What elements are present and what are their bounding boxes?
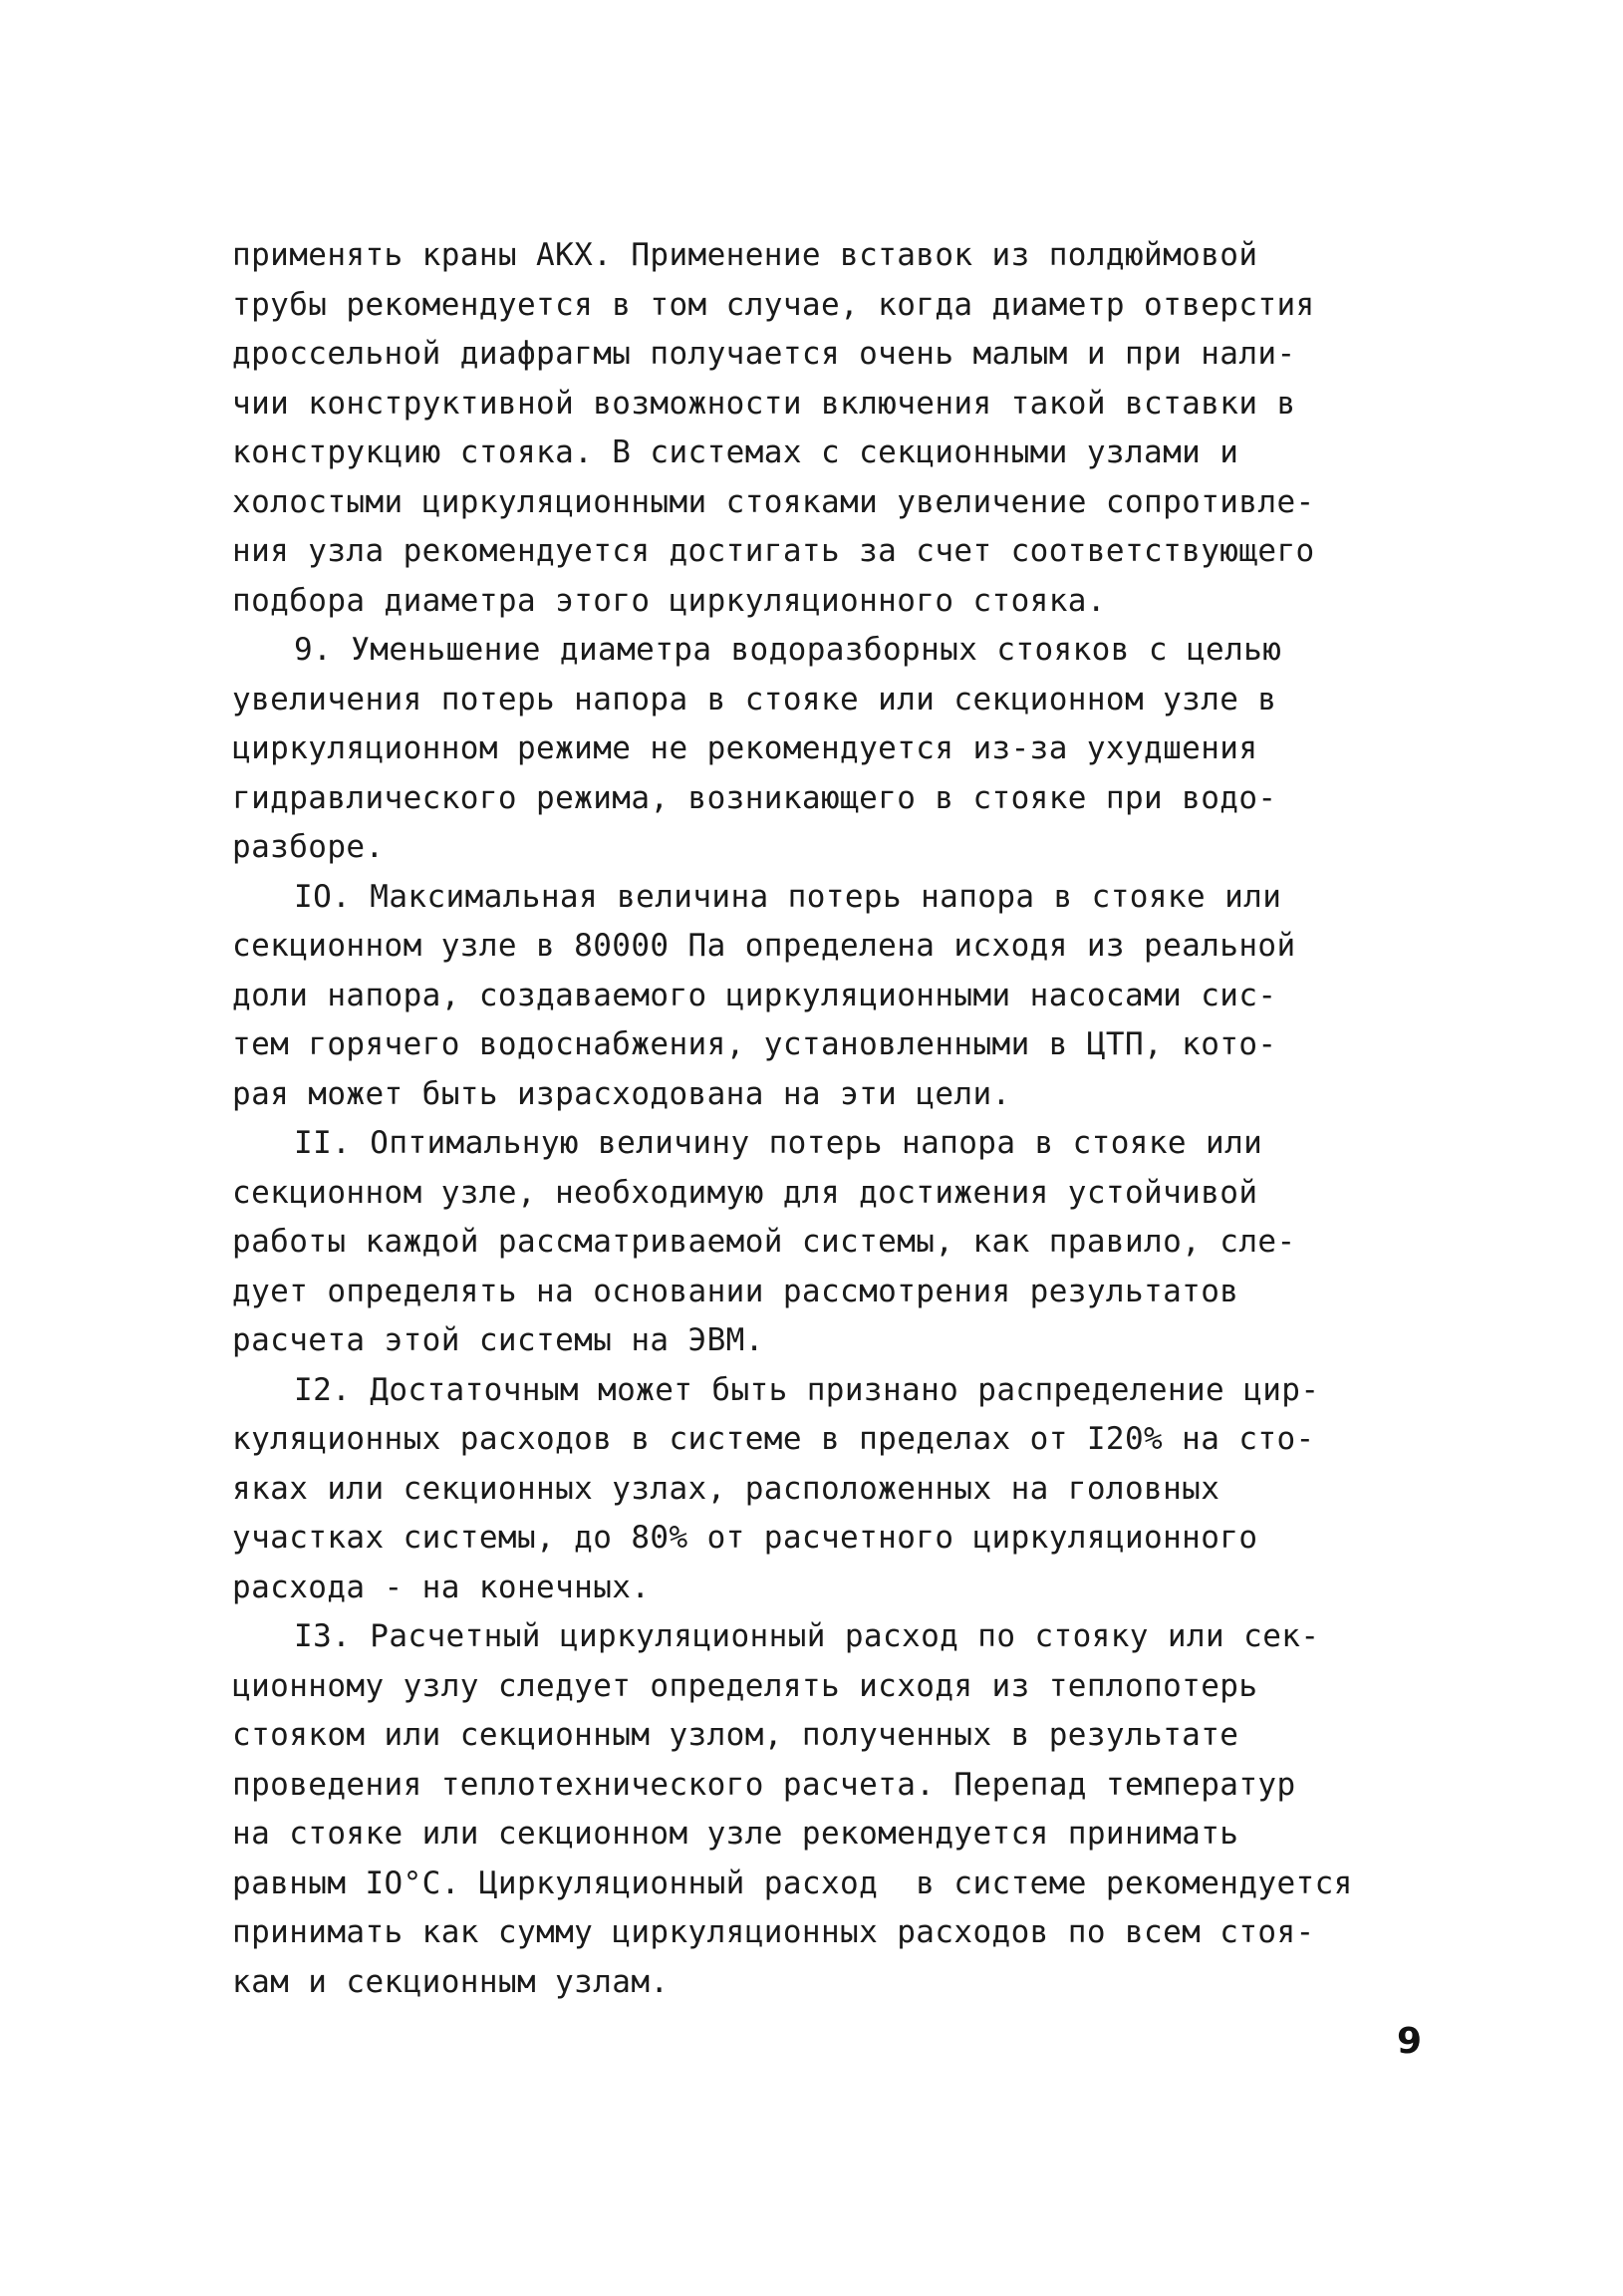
- text-line: дует определять на основании рассмотрения результатов: [232, 1273, 1239, 1309]
- text-line: равным IO°C. Циркуляционный расход в системе рекомендуется: [232, 1865, 1353, 1901]
- text-line: яках или секционных узлах, расположенных на головных: [232, 1470, 1220, 1507]
- text-line: конструкцию стояка. В системах с секционными узлами и: [232, 434, 1239, 470]
- text-line: секционном узле, необходимую для достижения устойчивой: [232, 1174, 1258, 1211]
- text-line: куляционных расходов в системе в пределах от I20% на сто-: [232, 1421, 1315, 1457]
- text-line: принимать как сумму циркуляционных расходов по всем стоя-: [232, 1914, 1315, 1950]
- text-line: ния узла рекомендуется достигать за счет соответствующего: [232, 533, 1315, 569]
- text-line: холостыми циркуляционными стояками увеличение сопротивле-: [232, 483, 1315, 520]
- page-number: 9: [1397, 2021, 1423, 2062]
- text-line: подбора диаметра этого циркуляционного стояка.: [232, 582, 1106, 619]
- text-line: разборе.: [232, 829, 385, 865]
- text-line: IO. Максимальная величина потерь напора в стояке или: [294, 878, 1282, 915]
- body-text: [232, 231, 1488, 2007]
- text-line: трубы рекомендуется в том случае, когда диаметр отверстия: [232, 286, 1315, 323]
- text-line: кам и секционным узлам.: [232, 1963, 670, 2000]
- text-line: работы каждой рассматриваемой системы, как правило, сле-: [232, 1224, 1296, 1260]
- text-line: циркуляционном режиме не рекомендуется из-за ухудшения: [232, 730, 1258, 766]
- text-line: участках системы, до 80% от расчетного циркуляционного: [232, 1520, 1258, 1556]
- text-line: расхода - на конечных.: [232, 1569, 651, 1605]
- text-line: стояком или секционным узлом, полученных в результате: [232, 1717, 1239, 1753]
- text-line: 9. Уменьшение диаметра водоразборных стояков с целью: [294, 632, 1282, 668]
- text-line: I2. Достаточным может быть признано распределение цир-: [294, 1371, 1320, 1408]
- text-line: проведения теплотехнического расчета. Перепад температур: [232, 1766, 1296, 1803]
- text-line: II. Оптимальную величину потерь напора в стояке или: [294, 1125, 1263, 1161]
- text-line: увеличения потерь напора в стояке или секционном узле в: [232, 681, 1277, 718]
- text-line: тем горячего водоснабжения, установленными в ЦТП, кото-: [232, 1026, 1277, 1062]
- text-line: рая может быть израсходована на эти цели.: [232, 1075, 1011, 1112]
- text-line: расчета этой системы на ЭВМ.: [232, 1322, 764, 1358]
- text-line: доли напора, создаваемого циркуляционными насосами сис-: [232, 977, 1277, 1013]
- text-line: на стояке или секционном узле рекомендуется принимать: [232, 1816, 1239, 1852]
- text-line: ционному узлу следует определять исходя из теплопотерь: [232, 1667, 1258, 1704]
- text-line: применять краны АКХ. Применение вставок из полдюймовой: [232, 237, 1258, 273]
- text-line: дроссельной диафрагмы получается очень малым и при нали-: [232, 336, 1296, 372]
- text-line: чии конструктивной возможности включения такой вставки в: [232, 385, 1296, 422]
- text-line: секционном узле в 80000 Па определена исходя из реальной: [232, 928, 1296, 964]
- text-line: I3. Расчетный циркуляционный расход по стояку или сек-: [294, 1618, 1320, 1654]
- text-line: гидравлического режима, возникающего в стояке при водо-: [232, 779, 1277, 816]
